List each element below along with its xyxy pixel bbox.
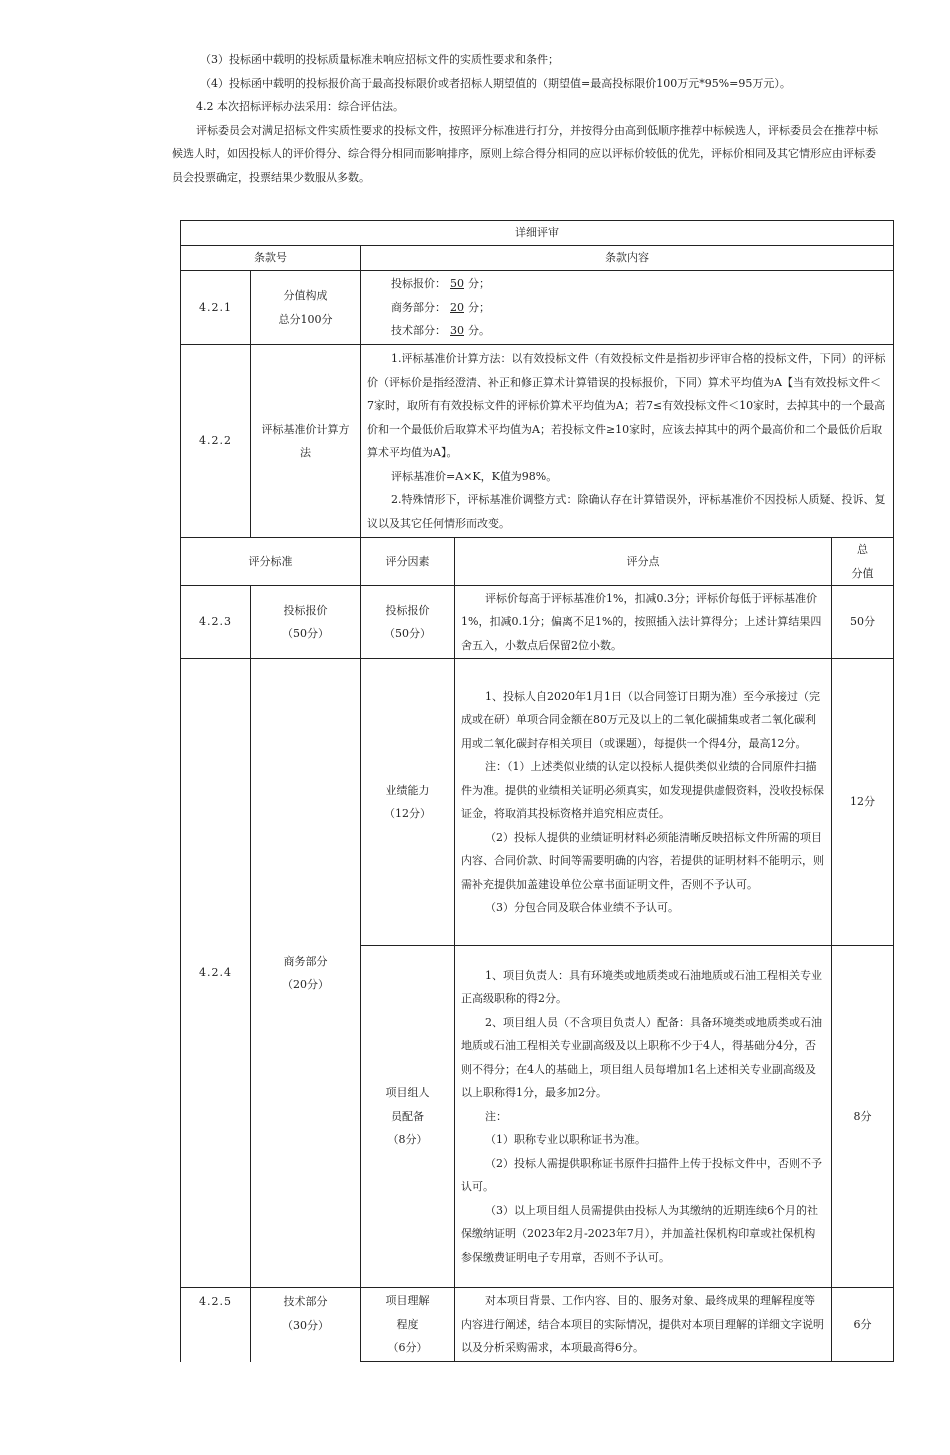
clause-name-4-2-3 [251, 586, 361, 659]
clause-name-4-2-2: 评标基准价计算方法 [251, 345, 361, 538]
header-total [832, 538, 894, 586]
intro-line-1: （3）投标函中载明的投标质量标准未响应招标文件的实质性要求和条件； [200, 53, 559, 66]
score-item-technical: 技术部分： 30 分。 [391, 324, 490, 338]
understanding-label-1: 项目理解 [385, 1294, 430, 1308]
score-composition-label: 分值构成 [283, 289, 328, 302]
factor-staffing [361, 946, 455, 1288]
clause-no-4-2-1: 4.2.1 [181, 271, 251, 345]
bid-price-criteria [455, 586, 832, 659]
performance-p3: （2）投标人提供的业绩证明材料必须能清晰反映招标文件所需的项目内容、合同价款、时间等需要明确的内容，若提供的证明材料不能明示，则需补充提供加盖建设单位公章书面证明文件，否则不予认可。 [461, 830, 824, 891]
performance-p4: （3）分包合同及联合体业绩不予认可。 [485, 901, 679, 914]
benchmark-method-p1: 1.评标基准价计算方法：以有效投标文件（有效投标文件是指初步评审合格的投标文件，下同）的评标价（评标价是指经澄清、补正和修正算术计算错误的投标报价，下同）算术平均值为A【当有效投标文件＜7家时，取所有有效投标文件的评标价算术平均值为A；若7≤有效投标文件＜10家时，去掉其中的一个最高价和一个最低价后取算术平均值为A；若投标文件≥10家时，应该去掉其中的两个最高价和二个最低价后取算术平均值为A】。 [367, 352, 886, 459]
clause-no-4-2-4: 4.2.4 [181, 659, 251, 1288]
clause-no-4-2-2: 4.2.2 [181, 345, 251, 538]
table-title-row [181, 221, 894, 246]
staffing-points: （8分） [387, 1133, 428, 1147]
header-points: 评分点 [455, 538, 832, 586]
score-item-price: 投标报价： 50 分； [391, 277, 490, 291]
staffing-p4: （1）职称专业以职称证书为准。 [485, 1133, 646, 1147]
performance-p1: 1、投标人自2020年1月1日（以合同签订日期为准）至今承接过（完成或在研）单项合同金额在80万元及以上的二氧化碳捕集或者二氧化碳利用或二氧化碳封存相关项目（或课题），每提供一个得4分，最高12分。 [461, 689, 820, 750]
header-clause-content: 条款内容 [361, 246, 894, 271]
score-staffing: 8分 [832, 946, 894, 1288]
row-4-2-4-performance [181, 659, 894, 946]
clause-name-4-2-1 [251, 271, 361, 345]
intro-section [172, 48, 882, 189]
total-score-label: 总分100分 [278, 312, 333, 326]
score-header-row [181, 538, 894, 586]
intro-line-3: 4.2 本次招标评标办法采用：综合评估法。 [196, 100, 404, 113]
row-4-2-2 [181, 345, 894, 538]
table-header-row [181, 246, 894, 271]
score-performance: 12分 [832, 659, 894, 946]
score-understanding: 6分 [832, 1288, 894, 1362]
understanding-label-2: 程度 [396, 1317, 419, 1331]
table-title: 详细评审 [181, 221, 894, 246]
bid-price-points: （50分） [282, 627, 329, 640]
header-total-line1: 总 [857, 543, 869, 556]
clause-name-4-2-4 [251, 659, 361, 1288]
staffing-p1: 1、项目负责人：具有环境类或地质类或石油地质或石油工程相关专业正高级职称的得2分。 [461, 968, 822, 1006]
factor-4-2-3 [361, 586, 455, 659]
clause-no-4-2-3: 4.2.3 [181, 586, 251, 659]
bid-price-criteria-text: 评标价每高于评标基准价1%，扣减0.3分；评标价每低于评标基准价1%，扣减0.1分；偏离不足1%的，按照插入法计算得分；上述计算结果四舍五入，小数点后保留2位小数。 [461, 591, 822, 652]
detailed-review-table [180, 220, 894, 1362]
score-4-2-3: 50分 [832, 586, 894, 659]
staffing-label-2: 员配备 [391, 1109, 424, 1123]
row-4-2-3 [181, 586, 894, 659]
performance-p2: 注：（1）上述类似业绩的认定以投标人提供类似业绩的合同原件扫描件为准。提供的业绩相关证明必须真实，如发现提供虚假资料，没收投标保证金，将取消其投标资格并追究相应责任。 [461, 760, 824, 820]
score-item-business: 商务部分： 20 分； [391, 300, 490, 314]
header-total-line2: 分值 [851, 566, 874, 580]
header-clause-no: 条款号 [181, 246, 361, 271]
staffing-label-1: 项目组人 [385, 1086, 430, 1100]
row-4-2-1 [181, 271, 894, 345]
understanding-criteria-text: 对本项目背景、工作内容、目的、服务对象、最终成果的理解程度等内容进行阐述，结合本项目的实际情况，提供对本项目理解的详细文字说明以及分析采购需求，本项最高得6分。 [461, 1294, 824, 1355]
factor-understanding [361, 1288, 455, 1362]
header-factor: 评分因素 [361, 538, 455, 586]
benchmark-method-p2: 评标基准价=A×K，K值为98%。 [391, 469, 558, 483]
intro-line-2: （4）投标函中载明的投标报价高于最高投标限价或者招标人期望值的（期望值=最高投标限价100万元*95%=95万元）。 [200, 76, 791, 90]
technical-part-points: （30分） [282, 1318, 329, 1332]
staffing-criteria [455, 946, 832, 1288]
intro-paragraph: 评标委员会对满足招标文件实质性要求的投标文件，按照评分标准进行打分，并按得分由高到低顺序推荐中标候选人，评标委员会在推荐中标候选人时，如因投标人的评价得分、综合得分相同而影响排序，原则上综合得分相同的应以评标价较低的优先，评标价相同及其它情形应由评标委员会投票确定，投票结果少数服从多数。 [172, 123, 878, 184]
row-4-2-5 [181, 1288, 894, 1362]
score-composition-content [361, 271, 894, 345]
clause-no-4-2-5: 4.2.5 [181, 1288, 251, 1362]
factor-bid-price-points: （50分） [384, 627, 431, 640]
benchmark-method-p3: 2.特殊情形下，评标基准价调整方式：除确认存在计算错误外，评标基准价不因投标人质疑、投诉、复议以及其它任何情形而改变。 [367, 493, 886, 530]
business-part-label: 商务部分 [283, 954, 328, 968]
clause-name-4-2-5 [251, 1288, 361, 1362]
business-part-points: （20分） [282, 978, 329, 991]
staffing-p6: （3）以上项目组人员需提供由投标人为其缴纳的近期连续6个月的社保缴纳证明（2023年2月-2023年7月），并加盖社保机构印章或社保机构参保缴费证明电子专用章，否则不予认可。 [461, 1203, 818, 1264]
header-standard: 评分标准 [181, 538, 361, 586]
staffing-p3: 注： [485, 1109, 507, 1123]
benchmark-method-content [361, 345, 894, 538]
performance-points: （12分） [384, 807, 431, 820]
understanding-points: （6分） [387, 1341, 428, 1355]
technical-part-label: 技术部分 [283, 1295, 328, 1308]
performance-criteria [455, 659, 832, 946]
understanding-criteria [455, 1288, 832, 1362]
factor-bid-price-label: 投标报价 [385, 603, 430, 617]
bid-price-label: 投标报价 [283, 603, 328, 617]
performance-label: 业绩能力 [385, 783, 430, 797]
factor-performance [361, 659, 455, 946]
staffing-p5: （2）投标人需提供职称证书原件扫描件上传于投标文件中，否则不予认可。 [461, 1156, 822, 1194]
staffing-p2: 2、项目组人员（不含项目负责人）配备：具备环境类或地质类或石油地质或石油工程相关专业副高级及以上职称不少于4人，得基础分4分，否则不得分；在4人的基础上，项目组人员每增加1名上述相关专业副高级及以上职称得1分，最多加2分。 [461, 1015, 822, 1100]
